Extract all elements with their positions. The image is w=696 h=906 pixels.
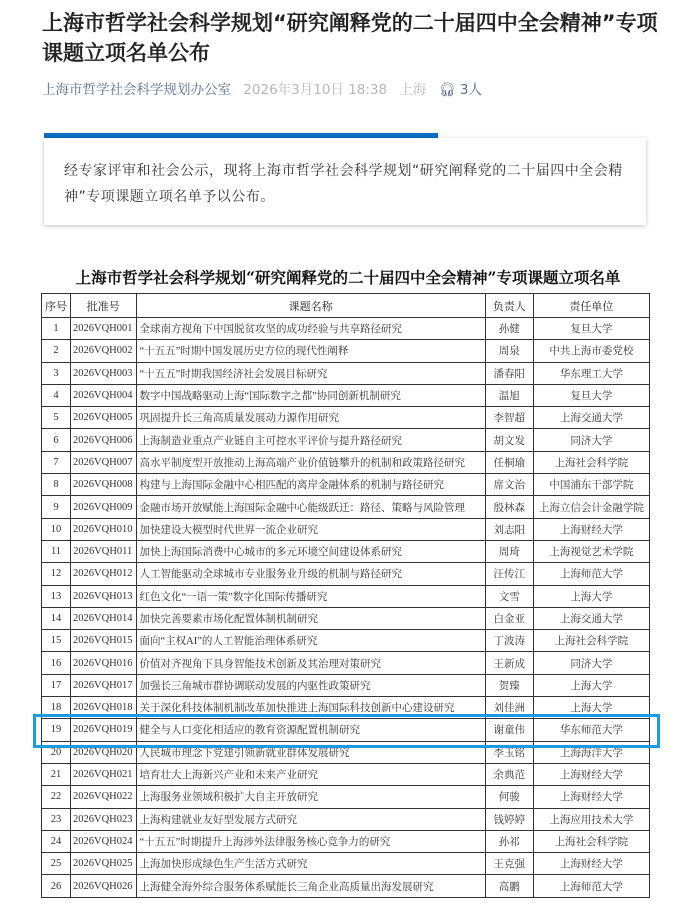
cell-index: 17: [42, 674, 71, 696]
location: 上海: [399, 82, 427, 98]
intro-quote: 经专家评审和社会公示，现将上海市哲学社会科学规划“研究阐释党的二十届四中全会精神”专项课题立项名单予以公布。: [44, 138, 646, 225]
cell-leader: 温旭: [485, 384, 533, 406]
cell-project-name: 高水平制度型开放推动上海高端产业价值链攀升的机制和政策路径研究: [136, 451, 485, 473]
cell-unit: 上海大学: [533, 697, 649, 719]
cell-project-name: “十五五”时期我国经济社会发展目标研究: [136, 362, 485, 384]
cell-leader: 刘佳洲: [485, 697, 533, 719]
cell-approval-no: 2026VQH002: [71, 340, 137, 362]
cell-unit: 上海大学: [533, 585, 649, 607]
cell-unit: 上海社会科学院: [533, 830, 649, 852]
cell-unit: 上海社会科学院: [533, 630, 649, 652]
cell-unit: 华东师范大学: [533, 719, 649, 741]
cell-approval-no: 2026VQH022: [71, 786, 137, 808]
cell-project-name: 巩固提升长三角高质量发展动力源作用研究: [136, 407, 485, 429]
cell-leader: 胡文发: [485, 429, 533, 451]
cell-leader: 何骏: [485, 786, 533, 808]
cell-leader: 文雪: [485, 585, 533, 607]
table-row: [42, 429, 650, 451]
cell-index: 23: [42, 808, 71, 830]
table-row: [42, 474, 650, 496]
header-index: 序号: [42, 294, 71, 318]
cell-unit: 上海应用技术大学: [533, 808, 649, 830]
cell-approval-no: 2026VQH011: [71, 540, 137, 562]
table-row: [42, 585, 650, 607]
cell-project-name: “十五五”时期中国发展历史方位的现代性阐释: [136, 340, 485, 362]
listen-button[interactable]: [439, 82, 490, 98]
cell-index: 8: [42, 474, 71, 496]
table-row: [42, 563, 650, 585]
cell-project-name: “十五五”时期提升上海涉外法律服务核心竞争力的研究: [136, 830, 485, 852]
cell-leader: 汪传江: [485, 563, 533, 585]
cell-project-name: 上海构建就业友好型发展方式研究: [136, 808, 485, 830]
cell-approval-no: 2026VQH017: [71, 674, 137, 696]
table-row: [42, 763, 650, 785]
cell-project-name: 全球南方视角下中国脱贫攻坚的成功经验与共享路径研究: [136, 318, 485, 340]
cell-index: 24: [42, 830, 71, 852]
cell-index: 22: [42, 786, 71, 808]
cell-approval-no: 2026VQH024: [71, 830, 137, 852]
cell-index: 25: [42, 853, 71, 875]
cell-unit: 复旦大学: [533, 318, 649, 340]
header-approval-no: 批准号: [71, 294, 137, 318]
cell-leader: 白金亚: [485, 607, 533, 629]
cell-leader: 钱婷婷: [485, 808, 533, 830]
cell-leader: 丁波涛: [485, 630, 533, 652]
cell-leader: 余典范: [485, 763, 533, 785]
cell-approval-no: 2026VQH008: [71, 474, 137, 496]
table-row: [42, 786, 650, 808]
cell-leader: 任桐瑜: [485, 451, 533, 473]
table-row: [42, 340, 650, 362]
cell-approval-no: 2026VQH018: [71, 697, 137, 719]
cell-leader: 周泉: [485, 340, 533, 362]
cell-approval-no: 2026VQH001: [71, 318, 137, 340]
cell-approval-no: 2026VQH006: [71, 429, 137, 451]
cell-leader: 周琦: [485, 540, 533, 562]
cell-index: 20: [42, 741, 71, 763]
cell-index: 12: [42, 563, 71, 585]
table-row: [42, 384, 650, 406]
cell-approval-no: 2026VQH026: [71, 875, 137, 897]
cell-project-name: 上海健全海外综合服务体系赋能长三角企业高质量出海发展研究: [136, 875, 485, 897]
cell-index: 26: [42, 875, 71, 897]
cell-leader: 王克强: [485, 853, 533, 875]
cell-approval-no: 2026VQH004: [71, 384, 137, 406]
article-meta: [42, 78, 498, 98]
table-row: [42, 875, 650, 897]
cell-index: 11: [42, 540, 71, 562]
cell-leader: 孙健: [485, 318, 533, 340]
cell-project-name: 金融市场开放赋能上海国际金融中心能级跃迁：路径、策略与风险管理: [136, 496, 485, 518]
cell-unit: 中共上海市委党校: [533, 340, 649, 362]
cell-approval-no: 2026VQH025: [71, 853, 137, 875]
cell-approval-no: 2026VQH016: [71, 652, 137, 674]
cell-unit: 上海交通大学: [533, 407, 649, 429]
cell-unit: 复旦大学: [533, 384, 649, 406]
cell-leader: 谢童伟: [485, 719, 533, 741]
cell-leader: 殷林森: [485, 496, 533, 518]
cell-approval-no: 2026VQH013: [71, 585, 137, 607]
cell-approval-no: 2026VQH010: [71, 518, 137, 540]
cell-project-name: 构建与上海国际金融中心相匹配的离岸金融体系的机制与路径研究: [136, 474, 485, 496]
cell-index: 15: [42, 630, 71, 652]
table-row: [42, 496, 650, 518]
highlight-box-row-19: [33, 714, 660, 748]
cell-project-name: 上海制造业重点产业链自主可控水平评价与提升路径研究: [136, 429, 485, 451]
cell-unit: 上海财经大学: [533, 518, 649, 540]
cell-project-name: 关于深化科技体制机制改革加快推进上海国际科技创新中心建设研究: [136, 697, 485, 719]
cell-index: 19: [42, 719, 71, 741]
table-row: [42, 630, 650, 652]
cell-project-name: 加快建设大模型时代世界一流企业研究: [136, 518, 485, 540]
cell-unit: 上海财经大学: [533, 763, 649, 785]
cell-leader: 李智超: [485, 407, 533, 429]
cell-index: 9: [42, 496, 71, 518]
table-row: [42, 808, 650, 830]
cell-index: 4: [42, 384, 71, 406]
cell-approval-no: 2026VQH023: [71, 808, 137, 830]
cell-index: 2: [42, 340, 71, 362]
table-row: [42, 652, 650, 674]
cell-leader: 高鹏: [485, 875, 533, 897]
cell-approval-no: 2026VQH021: [71, 763, 137, 785]
cell-project-name: 红色文化“一语一策”数字化国际传播研究: [136, 585, 485, 607]
header-project-name: 课题名称: [136, 294, 485, 318]
cell-index: 13: [42, 585, 71, 607]
cell-index: 1: [42, 318, 71, 340]
table-row: [42, 407, 650, 429]
cell-project-name: 加快上海国际消费中心城市的多元环境空间建设体系研究: [136, 540, 485, 562]
headphones-icon: 🎧︎: [438, 82, 456, 98]
cell-project-name: 培育壮大上海新兴产业和未来产业研究: [136, 763, 485, 785]
cell-unit: 上海视觉艺术学院: [533, 540, 649, 562]
cell-index: 3: [42, 362, 71, 384]
cell-index: 7: [42, 451, 71, 473]
cell-index: 21: [42, 763, 71, 785]
cell-unit: 上海立信会计金融学院: [533, 496, 649, 518]
cell-approval-no: 2026VQH012: [71, 563, 137, 585]
cell-leader: 席文治: [485, 474, 533, 496]
table-row: [42, 362, 650, 384]
cell-unit: 上海师范大学: [533, 563, 649, 585]
table-title: 上海市哲学社会科学规划“研究阐释党的二十届四中全会精神”专项课题立项名单: [75, 268, 621, 287]
cell-project-name: 人工智能驱动全球城市专业服务业升级的机制与路径研究: [136, 563, 485, 585]
article-title: 上海市哲学社会科学规划“研究阐释党的二十届四中全会精神”专项课题立项名单公布: [42, 11, 658, 65]
table-row: [42, 853, 650, 875]
cell-index: 5: [42, 407, 71, 429]
cell-leader: 潘春阳: [485, 362, 533, 384]
cell-unit: 中国浦东干部学院: [533, 474, 649, 496]
cell-unit: 上海交通大学: [533, 607, 649, 629]
cell-index: 10: [42, 518, 71, 540]
cell-project-name: 加强长三角城市群协调联动发展的内驱性政策研究: [136, 674, 485, 696]
project-list-table: [41, 293, 650, 898]
listener-count: 3人: [459, 82, 482, 98]
cell-approval-no: 2026VQH014: [71, 607, 137, 629]
cell-leader: 王新成: [485, 652, 533, 674]
cell-leader: 李玉铭: [485, 741, 533, 763]
cell-unit: 上海社会科学院: [533, 451, 649, 473]
cell-unit: 上海大学: [533, 674, 649, 696]
cell-index: 16: [42, 652, 71, 674]
cell-approval-no: 2026VQH019: [71, 719, 137, 741]
cell-unit: 同济大学: [533, 652, 649, 674]
cell-project-name: 上海服务业领域积极扩大自主开放研究: [136, 786, 485, 808]
cell-project-name: 上海加快形成绿色生产生活方式研究: [136, 853, 485, 875]
cell-index: 18: [42, 697, 71, 719]
cell-project-name: 数字中国战略驱动上海“国际数字之都”协同创新机制研究: [136, 384, 485, 406]
table-row: [42, 451, 650, 473]
table-row: [42, 830, 650, 852]
cell-project-name: 健全与人口变化相适应的教育资源配置机制研究: [136, 719, 485, 741]
header-leader: 负责人: [485, 294, 533, 318]
cell-approval-no: 2026VQH015: [71, 630, 137, 652]
cell-approval-no: 2026VQH009: [71, 496, 137, 518]
cell-project-name: 人民城市理念下党建引领新就业群体发展研究: [136, 741, 485, 763]
cell-index: 14: [42, 607, 71, 629]
cell-unit: 华东理工大学: [533, 362, 649, 384]
source-account-link[interactable]: 上海市哲学社会科学规划办公室: [42, 82, 231, 98]
cell-leader: 孙祁: [485, 830, 533, 852]
cell-approval-no: 2026VQH003: [71, 362, 137, 384]
cell-leader: 贺臻: [485, 674, 533, 696]
cell-leader: 刘志阳: [485, 518, 533, 540]
table-header-row: [42, 294, 650, 318]
cell-unit: 上海师范大学: [533, 875, 649, 897]
publish-date: 2026年3月10日 18:38: [243, 82, 388, 98]
table-row: [42, 540, 650, 562]
table-row: [42, 607, 650, 629]
cell-index: 6: [42, 429, 71, 451]
cell-project-name: 加快完善要素市场化配置体制机制研究: [136, 607, 485, 629]
cell-approval-no: 2026VQH020: [71, 741, 137, 763]
cell-project-name: 面向“主权AI”的人工智能治理体系研究: [136, 630, 485, 652]
cell-approval-no: 2026VQH007: [71, 451, 137, 473]
table-row: [42, 518, 650, 540]
cell-unit: 上海财经大学: [533, 786, 649, 808]
cell-unit: 同济大学: [533, 429, 649, 451]
cell-unit: 上海财经大学: [533, 853, 649, 875]
cell-approval-no: 2026VQH005: [71, 407, 137, 429]
table-row: [42, 318, 650, 340]
cell-project-name: 价值对齐视角下具身智能技术创新及其治理对策研究: [136, 652, 485, 674]
table-row: [42, 674, 650, 696]
cell-unit: 上海海洋大学: [533, 741, 649, 763]
header-unit: 责任单位: [533, 294, 649, 318]
